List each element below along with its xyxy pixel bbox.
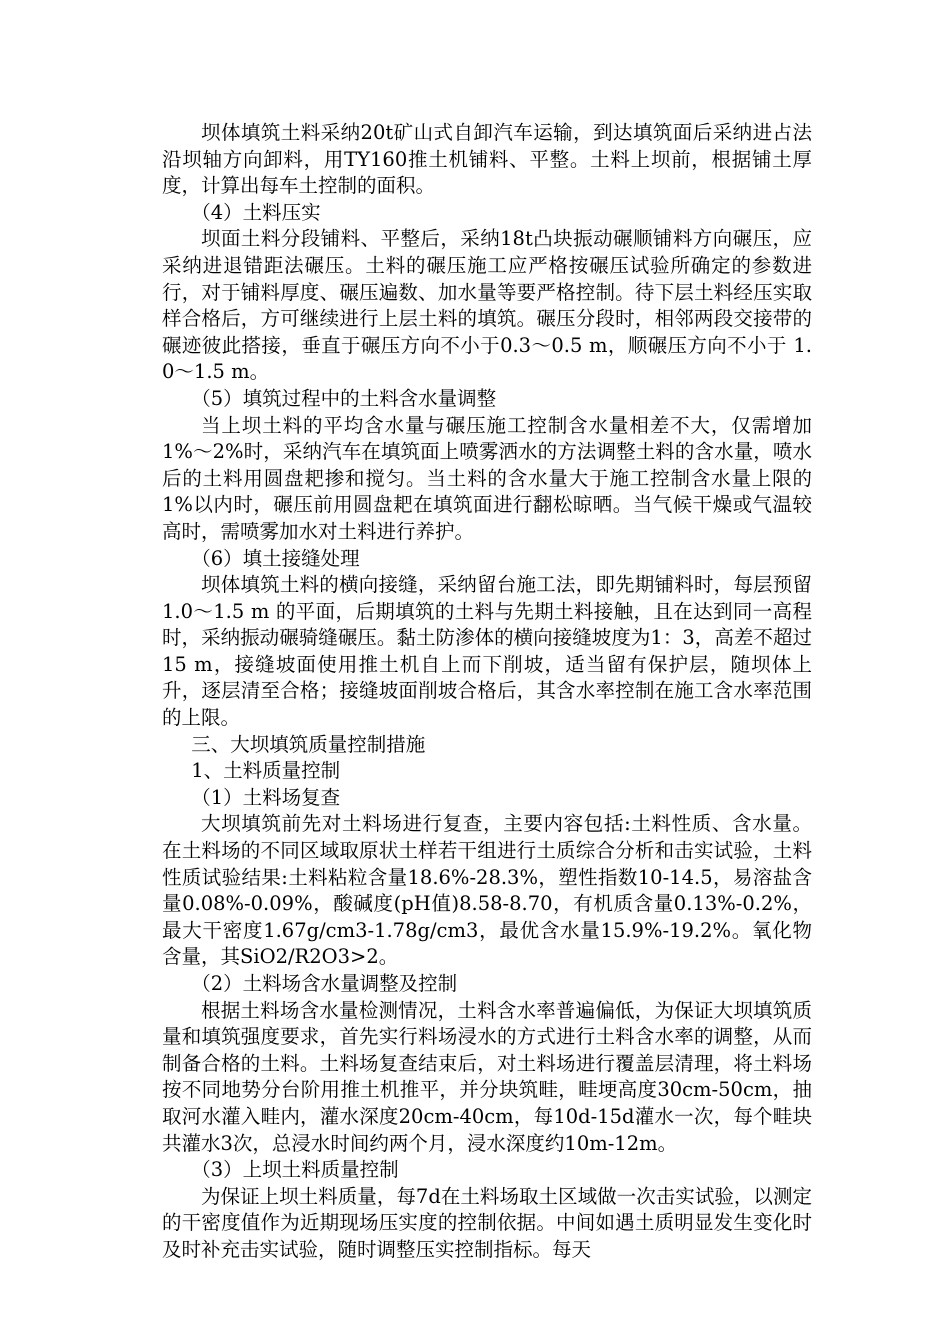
heading-joint-treatment: （6）填土接缝处理 (191, 546, 360, 570)
section-title-quality-measures: 三、大坝填筑质量控制措施 (191, 732, 426, 756)
heading-soil-compaction: （4）土料压实 (191, 200, 321, 224)
heading-dam-soil-quality: （3）上坝土料质量控制 (191, 1158, 399, 1182)
document-page (162, 120, 812, 1264)
heading-borrow-moisture: （2）土料场含水量调整及控制 (191, 972, 458, 995)
paragraph-compaction: 坝面土料分段铺料、平整后，采纳18t凸块振动碾顺铺料方向碾压，应采纳进退错距法碾压。土料的碾压施工应严格按碾压试验所确定的参数进行，对于铺料厚度、碾压遍数、加水量等要严格控制。待下层土料经压实取样合格后，方可继续进行上层土料的填筑。碾压分段时，相邻两段交接带的碾迹彼此搭接，垂直于碾压方向不小于0.3～0.5 m，顺碾压方向不小于 1.0～1.5 m。 (162, 227, 812, 384)
paragraph-dam-soil-quality: 为保证上坝土料质量，每7d在土料场取土区域做一次击实试验，以测定的干密度值作为近期现场压实度的控制依据。中间如遇土质明显发生变化时及时补充击实试验，随时调整压实控制指标。每天 (162, 1184, 812, 1261)
subsection-title-soil-quality: 1、土料质量控制 (191, 759, 341, 783)
paragraph-borrow-moisture: 根据土料场含水量检测情况，土料含水率普遍偏低，为保证大坝填筑质量和填筑强度要求，首先实行料场浸水的方式进行土料含水率的调整，从而制备合格的土料。土料场复查结束后，对土料场进行覆盖层清理，将土料场按不同地势分台阶用推土机推平，并分块筑畦，畦埂高度30cm-50cm，抽取河水灌入畦内，灌水深度20cm-40cm，每10d-15d灌水一次，每个畦块共灌水3次，总浸水时间约两个月，浸水深度约10m-12m。 (162, 998, 812, 1155)
paragraph-joint: 坝体填筑土料的横向接缝，采纳留台施工法，即先期铺料时，每层预留1.0～1.5 m 的平面，后期填筑的土料与先期土料接触，且在达到同一高程时，采纳振动碾骑缝碾压。黏土防渗体的横向接缝坡度为1：3，高差不超过15 m，接缝坡面使用推土机自上而下削坡，适当留有保护层，随坝体上升，逐层清至合格；接缝坡面削坡合格后，其含水率控制在施工含水率范围的上限。 (162, 573, 812, 730)
paragraph-recheck: 大坝填筑前先对土料场进行复查，主要内容包括:土料性质、含水量。在土料场的不同区域取原状土样若干组进行土质综合分析和击实试验，土料性质试验结果:土料粘粒含量18.6%-28.3%，塑性指数10-14.5，易溶盐含量0.08%-0.09%，酸碱度(pH值)8.58-8.70，有机质含量0.13%-0.2%，最大干密度1.67g/cm3-1.78g/cm3，最优含水量15.9%-19.2%。氧化物含量，其SiO2/R2O3>2。 (162, 812, 812, 969)
heading-moisture-adjustment: （5）填筑过程中的土料含水量调整 (191, 386, 497, 410)
heading-borrow-recheck: （1）土料场复查 (191, 785, 341, 809)
paragraph-moisture: 当上坝土料的平均含水量与碾压施工控制含水量相差不大，仅需增加1%～2%时，采纳汽车在填筑面上喷雾洒水的方法调整土料的含水量，喷水后的土料用圆盘耙掺和搅匀。当土料的含水量大于施工控制含水量上限的1%以内时，碾压前用圆盘耙在填筑面进行翻松晾晒。当气候干燥或气温较高时，需喷雾加水对土料进行养护。 (162, 413, 812, 543)
paragraph-transport: 坝体填筑土料采纳20t矿山式自卸汽车运输，到达填筑面后采纳进占法沿坝轴方向卸料，用TY160推土机铺料、平整。土料上坝前，根据铺土厚度，计算出每车土控制的面积。 (162, 121, 812, 198)
